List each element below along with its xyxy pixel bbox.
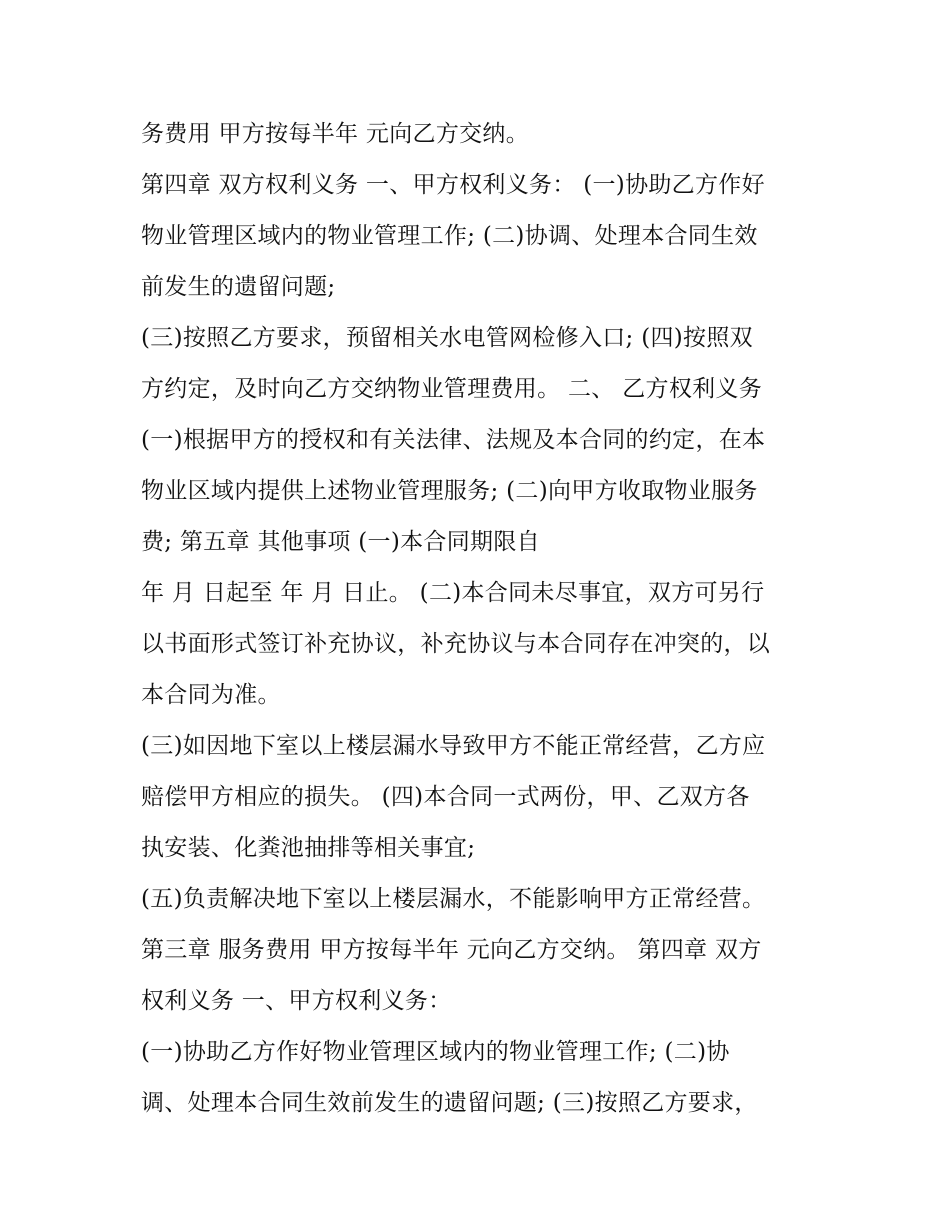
text-line: 费; 第五章 其他事项 (一)本合同期限自 <box>141 529 540 555</box>
text-line: 第三章 服务费用 甲方按每半年 元向乙方交纳。 第四章 双方 <box>141 937 762 963</box>
text-line: 物业区域内提供上述物业管理服务; (二)向甲方收取物业服务 <box>141 478 758 504</box>
text-line: 前发生的遗留问题; <box>141 274 336 300</box>
text-line: 执安装、化粪池抽排等相关事宜; <box>141 835 476 861</box>
text-line: 年 月 日起至 年 月 日止。 (二)本合同未尽事宜，双方可另行 <box>141 580 765 606</box>
text-line: (五)负责解决地下室以上楼层漏水，不能影响甲方正常经营。 <box>141 886 766 912</box>
text-line: 权利义务 一、甲方权利义务： <box>141 988 452 1014</box>
text-line: 赔偿甲方相应的损失。 (四)本合同一式两份，甲、乙双方各 <box>141 784 750 810</box>
text-line: 物业管理区域内的物业管理工作; (二)协调、处理本合同生效 <box>141 223 758 249</box>
text-line: (一)协助乙方作好物业管理区域内的物业管理工作; (二)协 <box>141 1039 730 1065</box>
text-line: 第四章 双方权利义务 一、甲方权利义务： (一)协助乙方作好 <box>141 172 765 198</box>
text-line: (三)按照乙方要求，预留相关水电管网检修入口; (四)按照双 <box>141 325 753 351</box>
text-line: 以书面形式签订补充协议，补充协议与本合同存在冲突的，以 <box>141 631 771 657</box>
text-line: 本合同为准。 <box>141 682 281 708</box>
text-line: 方约定，及时向乙方交纳物业管理费用。 二、 乙方权利义务 <box>141 376 763 402</box>
text-line: 务费用 甲方按每半年 元向乙方交纳。 <box>141 121 530 147</box>
contract-text <box>141 109 821 1129</box>
text-line: (三)如因地下室以上楼层漏水导致甲方不能正常经营，乙方应 <box>141 733 766 759</box>
text-line: (一)根据甲方的授权和有关法律、法规及本合同的约定，在本 <box>141 427 766 453</box>
text-line: 调、处理本合同生效前发生的遗留问题; (三)按照乙方要求， <box>141 1090 758 1116</box>
